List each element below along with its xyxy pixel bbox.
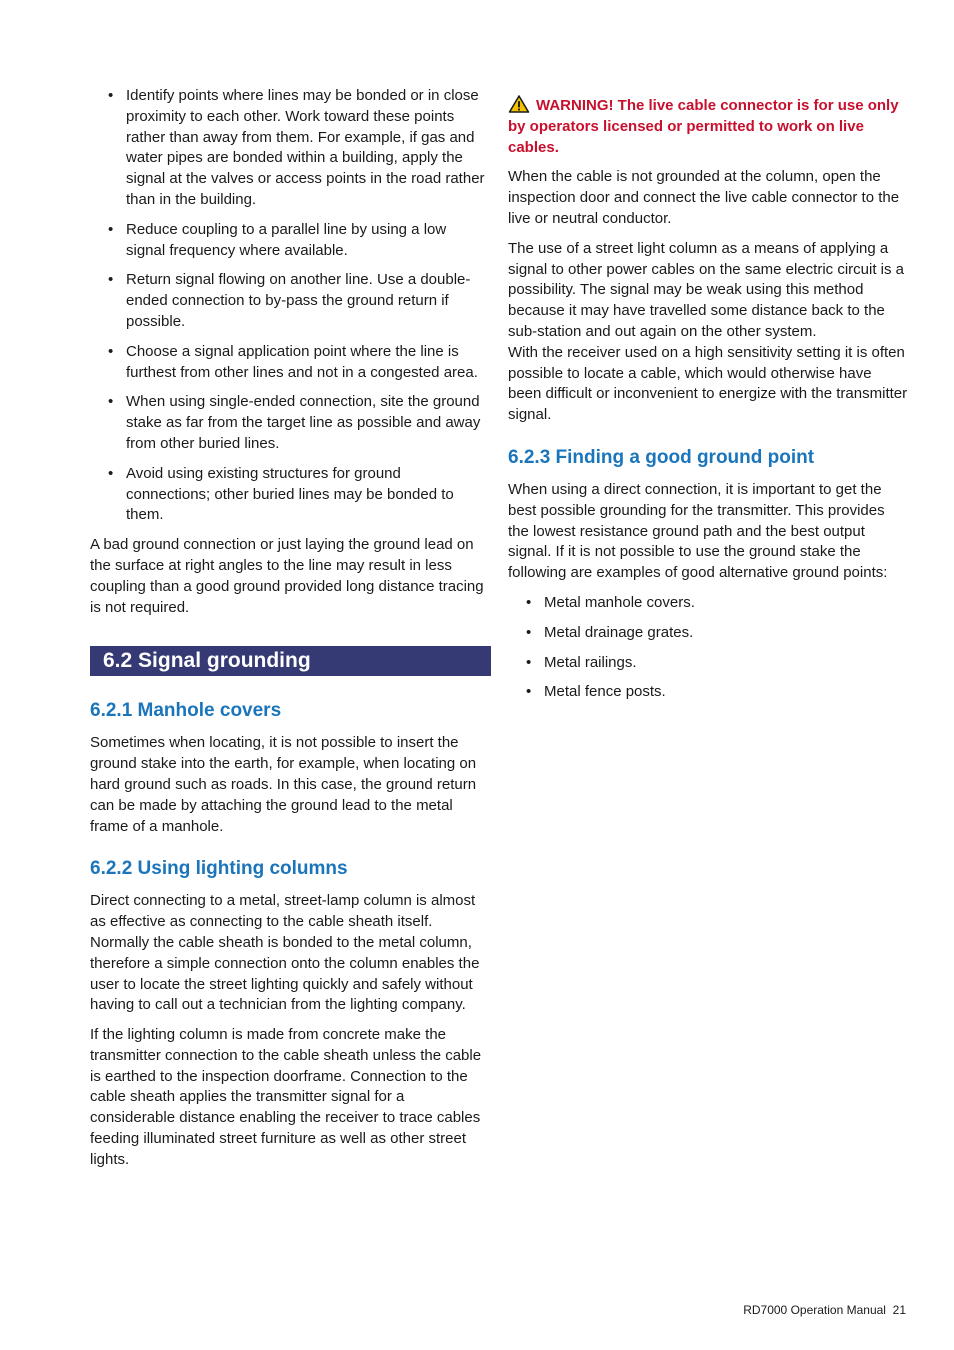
list-item: • Metal railings.: [508, 653, 908, 674]
left-column: [90, 86, 488, 1180]
warning-text: WARNING! The live cable connector is for use only by operators licensed or permitted to work on live cables.: [508, 97, 899, 156]
list-item: • Metal fence posts.: [508, 682, 908, 703]
warning-triangle-icon: [508, 95, 530, 113]
lighting-heading: 6.2.2 Using lighting columns: [90, 858, 348, 880]
bad-ground-paragraph: A bad ground connection or just laying the ground lead on the surface at right angles to the line may result in less coupling than a good ground provided long distance tracing is not required.: [90, 536, 484, 616]
list-item: • Reduce coupling to a parallel line by using a low signal frequency where available.: [90, 220, 488, 262]
sensitivity-paragraph: With the receiver used on a high sensitivity setting it is often possible to locate a cable, which would otherwise have been difficult or inconvenient to energize with the transmitter signal.: [508, 343, 908, 424]
list-item: • Metal drainage grates.: [508, 623, 908, 644]
street-light-paragraph: The use of a street light column as a means of applying a signal to other power cables on the same electric circuit is a possibility. The signal may be weak using this method because it may have travelled some distance back to the sub-station and out again on the other system.: [508, 239, 905, 340]
live-connector-paragraph: When the cable is not grounded at the column, open the inspection door and connect the live cable connector to the live or neutral conductor.: [508, 168, 900, 227]
manhole-paragraph: Sometimes when locating, it is not possible to insert the ground stake into the earth, for example, when locating on hard ground such as roads. In this case, the ground return can be made by attaching the ground lead to the metal frame of a manhole.: [90, 734, 477, 835]
list-item: • Avoid using existing structures for ground connections; other buried lines may be bonded to them.: [90, 464, 488, 526]
list-item: • Return signal flowing on another line. Use a double-ended connection to by-pass the ground return if possible.: [90, 270, 488, 332]
manual-title: RD7000 Operation Manual: [743, 1303, 886, 1317]
manhole-heading: 6.2.1 Manhole covers: [90, 700, 282, 722]
page-footer: [743, 1300, 906, 1321]
warning-notice: [508, 95, 908, 158]
section-title: 6.2 Signal grounding: [90, 646, 491, 676]
list-item: • Metal manhole covers.: [508, 593, 908, 614]
tips-list: [90, 86, 488, 526]
list-item: • Identify points where lines may be bonded or in close proximity to each other. Work toward these points rather than away from them. For example, if gas and water pipes are bonded within a building, apply the signal at the valves or access points in the road rather than in the building.: [90, 86, 488, 211]
ground-point-list: [508, 593, 908, 703]
list-item: • Choose a signal application point where the line is furthest from other lines and not in a congested area.: [90, 342, 488, 384]
ground-point-paragraph: When using a direct connection, it is important to get the best possible grounding for the transmitter. This provides the lowest resistance ground path and the best output signal. If it is not possible to use the ground stake the following are examples of good alternative ground points:: [508, 480, 888, 582]
right-column: [508, 95, 908, 712]
lighting-paragraph-1: Direct connecting to a metal, street-lamp column is almost as effective as connecting to the cable sheath itself. Normally the cable sheath is bonded to the metal column, therefore a simple connection onto the column enables the user to locate the street lighting quickly and safely without having to call out a technician from the lighting company.: [90, 892, 480, 1014]
page-number: 21: [892, 1303, 906, 1317]
ground-point-heading: 6.2.3 Finding a good ground point: [508, 446, 815, 468]
lighting-paragraph-2: If the lighting column is made from concrete make the transmitter connection to the cable sheath unless the cable is earthed to the inspection doorframe. Connection to the cable sheath applies the transmitter signal for a considerable distance enabling the receiver to trace cables feeding illuminated street furniture as well as other street lights.: [90, 1026, 482, 1168]
list-item: • When using single-ended connection, site the ground stake as far from the target line as possible and away from other buried lines.: [90, 392, 488, 454]
